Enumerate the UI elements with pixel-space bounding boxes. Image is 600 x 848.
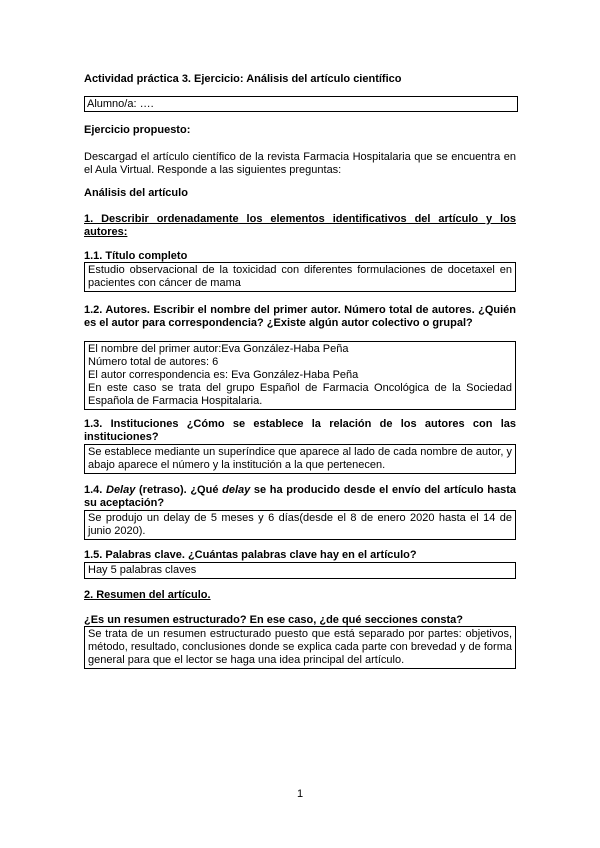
q1-4-answer: Se produjo un delay de 5 meses y 6 días(desde el 8 de enero 2020 hasta el 14 de junio 2020). xyxy=(84,510,516,540)
q1-2-total-authors: Número total de autores: 6 xyxy=(88,356,219,368)
page-title: Actividad práctica 3. Ejercicio: Análisis del artículo científico xyxy=(84,73,402,85)
q1-2-correspondence: El autor correspondencia es: Eva González-Haba Peña xyxy=(88,369,359,381)
q1-4-heading-prefix: 1.4. xyxy=(84,484,106,496)
q1-4-heading-suffix: se ha producido desde el envío del artículo hasta su aceptación? xyxy=(84,484,516,509)
q1-3-answer: Se establece mediante un superíndice que aparece al lado de cada nombre de autor, y abajo aparece el número y la institución a la que pertenecen. xyxy=(84,444,516,474)
q1-2-first-author: El nombre del primer autor:Eva González-Haba Peña xyxy=(88,343,349,355)
q1-5-heading: 1.5. Palabras clave. ¿Cuántas palabras clave hay en el artículo? xyxy=(84,549,417,561)
analysis-heading: Análisis del artículo xyxy=(84,187,188,199)
q1-3-heading: 1.3. Instituciones ¿Cómo se establece la relación de los autores con las instituciones? xyxy=(84,418,516,443)
q1-5-answer: Hay 5 palabras claves xyxy=(84,562,516,579)
student-field[interactable]: Alumno/a: …. xyxy=(84,96,518,112)
q2-1-answer: Se trata de un resumen estructurado puesto que está separado por partes: objetivos, método, resultado, conclusiones donde se explica cada parte con brevedad y de forma general para que el lector se haga una idea principal del artículo. xyxy=(84,626,516,669)
q2-1-heading: ¿Es un resumen estructurado? En ese caso, ¿de qué secciones consta? xyxy=(84,614,464,626)
q1-4-heading-middle: (retraso). ¿Qué xyxy=(135,484,223,496)
q1-2-heading: 1.2. Autores. Escribir el nombre del primer autor. Número total de autores. ¿Quién es el autor para correspondencia? ¿Existe algún autor colectivo o grupal? xyxy=(84,304,516,329)
q1-4-heading xyxy=(84,484,516,510)
q1-4-heading-delay: Delay xyxy=(106,484,136,496)
proposed-heading: Ejercicio propuesto: xyxy=(84,124,191,136)
page-number: 1 xyxy=(296,788,304,800)
q1-1-heading: 1.1. Título completo xyxy=(84,250,188,262)
q1-1-answer: Estudio observacional de la toxicidad con diferentes formulaciones de docetaxel en pacientes con cáncer de mama xyxy=(84,262,516,292)
section2-heading: 2. Resumen del artículo. xyxy=(84,589,211,601)
proposed-text: Descargad el artículo científico de la revista Farmacia Hospitalaria que se encuentra en el Aula Virtual. Responde a las siguientes preguntas: xyxy=(84,151,516,176)
q1-4-heading-delay2: delay xyxy=(222,484,251,496)
section1-heading: 1. Describir ordenadamente los elementos identificativos del artículo y los autores: xyxy=(84,213,516,238)
q1-2-group: En este caso se trata del grupo Español de Farmacia Oncológica de la Sociedad Española de Farmacia Hospitalaria. xyxy=(88,382,512,407)
q1-2-answer xyxy=(84,341,516,410)
